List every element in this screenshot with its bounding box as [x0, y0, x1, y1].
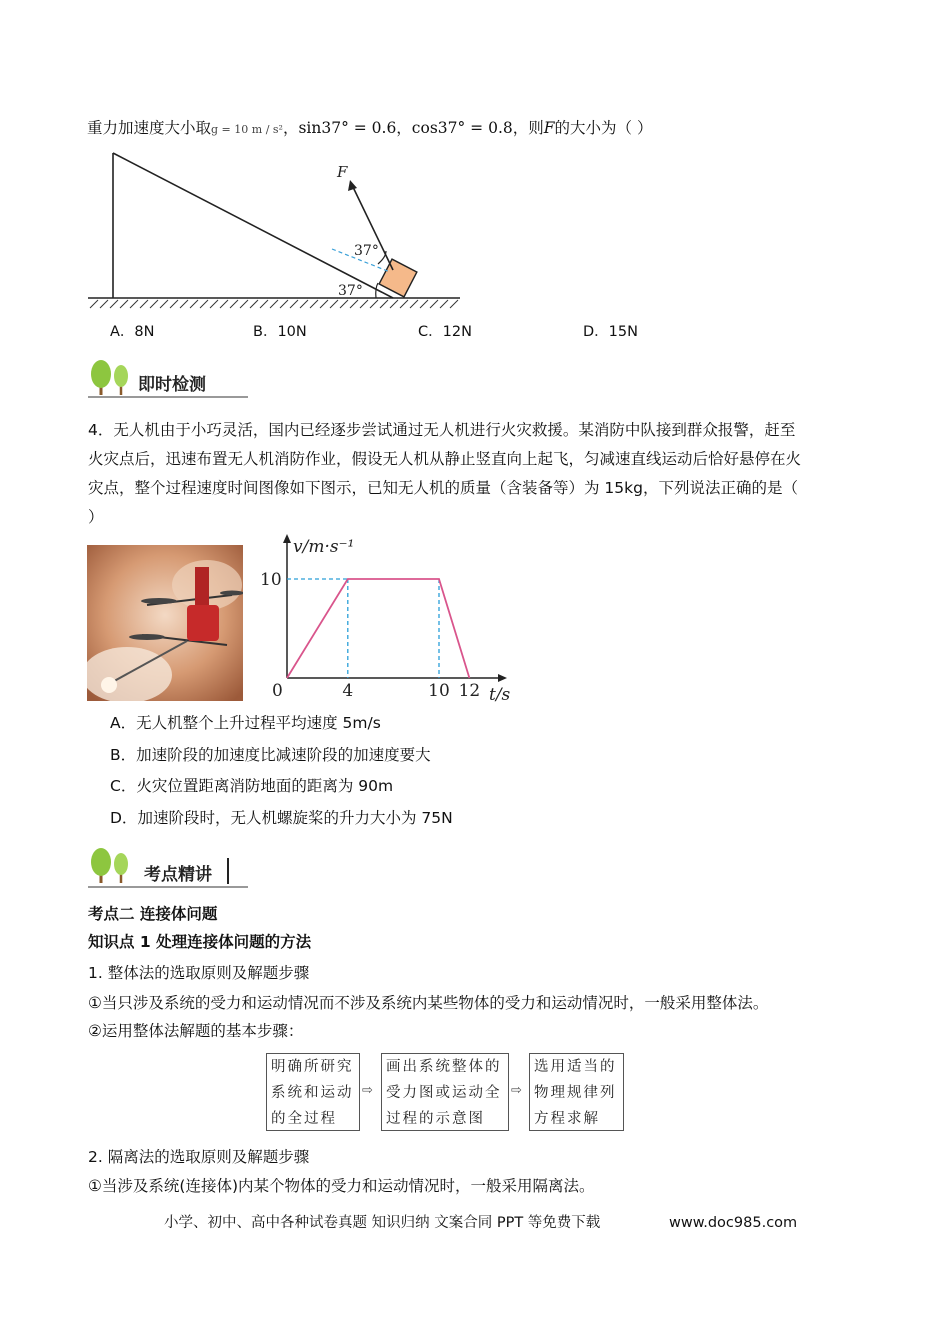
angle-top-label: 37° [354, 243, 379, 259]
footer-site-link[interactable]: www.doc985.com [669, 1215, 798, 1231]
paragraph-2: ①当只涉及系统的受力和运动情况而不涉及系统内某些物体的受力和运动情况时，一般采用整体法。 [88, 994, 769, 1012]
banner-title: 考点精讲 [144, 865, 212, 885]
y-tick-10: 10 [260, 570, 282, 590]
arrow-icon: ⇨ [511, 1083, 522, 1098]
paragraph-3: ②运用整体法解题的基本步骤： [88, 1022, 304, 1040]
section-heading: 考点二 连接体问题 [88, 905, 218, 923]
angle-bottom-label: 37° [338, 283, 363, 299]
q3-option-a: A．8N [110, 324, 155, 340]
q4-line-2: 火灾点后，迅速布置无人机消防作业，假设无人机从静止竖直向上起飞，匀减速直线运动后恰好悬停在火 [88, 450, 802, 468]
q4-option-c: C．火灾位置距离消防地面的距离为 90m [110, 777, 394, 795]
step-box-1: 明确所研究 系统和运动 的全过程 [266, 1053, 360, 1131]
q4-option-b: B．加速阶段的加速度比减速阶段的加速度要大 [110, 746, 431, 764]
q4-line-4: ） [88, 508, 104, 526]
q4-option-d: D．加速阶段时，无人机螺旋桨的升力大小为 75N [110, 809, 453, 827]
drone-photo [87, 545, 243, 701]
q4-option-a: A．无人机整个上升过程平均速度 5m/s [110, 714, 381, 732]
g-expression: g = 10 m / s² [211, 123, 283, 136]
q3-option-c: C．12N [418, 324, 472, 340]
vt-chart [255, 530, 520, 708]
arrow-icon: ⇨ [362, 1083, 373, 1098]
footer-text: 小学、初中、高中各种试卷真题 知识归纳 文案合同 PPT 等免费下载 [164, 1215, 601, 1231]
origin-label: 0 [272, 681, 283, 701]
x-tick-12: 12 [458, 681, 481, 701]
velocity-series-line [287, 579, 469, 678]
q3-option-b: B．10N [253, 324, 307, 340]
paragraph-1: 1. 整体法的选取原则及解题步骤 [88, 964, 310, 982]
x-tick-10: 10 [428, 681, 450, 701]
knowledge-point-title: 知识点 1 处理连接体问题的方法 [88, 933, 312, 951]
paragraph-5: ①当涉及系统(连接体)内某个物体的受力和运动情况时，一般采用隔离法。 [88, 1177, 595, 1195]
incline-figure [80, 145, 470, 315]
x-axis-label: t/s [489, 685, 511, 705]
q3-stem: 重力加速度大小取g = 10 m / s²，sin37° = 0.6，cos37° = 0.8，则F的大小为（ ） [87, 119, 653, 137]
force-label: F [337, 163, 348, 181]
banner-instant-check [88, 358, 248, 398]
paragraph-4: 2. 隔离法的选取原则及解题步骤 [88, 1148, 310, 1166]
step-box-3: 选用适当的 物理规律列 方程求解 [529, 1053, 624, 1131]
block [379, 259, 417, 297]
tree-icon [88, 846, 148, 886]
q4-line-3: 灾点，整个过程速度时间图像如下图示，已知无人机的质量（含装备等）为 15kg，下列说法正确的是（ [88, 479, 798, 497]
y-axis-label: v/m·s⁻¹ [293, 537, 355, 557]
x-tick-4: 4 [342, 681, 354, 701]
q3-option-d: D．15N [583, 324, 638, 340]
step-box-2: 画出系统整体的 受力图或运动全 过程的示意图 [381, 1053, 509, 1131]
banner-title: 即时检测 [138, 375, 206, 395]
banner-key-points [88, 846, 248, 888]
q4-line-1: 4．无人机由于小巧灵活，国内已经逐步尝试通过无人机进行火灾救援。某消防中队接到群众报警，赶至 [88, 421, 796, 439]
